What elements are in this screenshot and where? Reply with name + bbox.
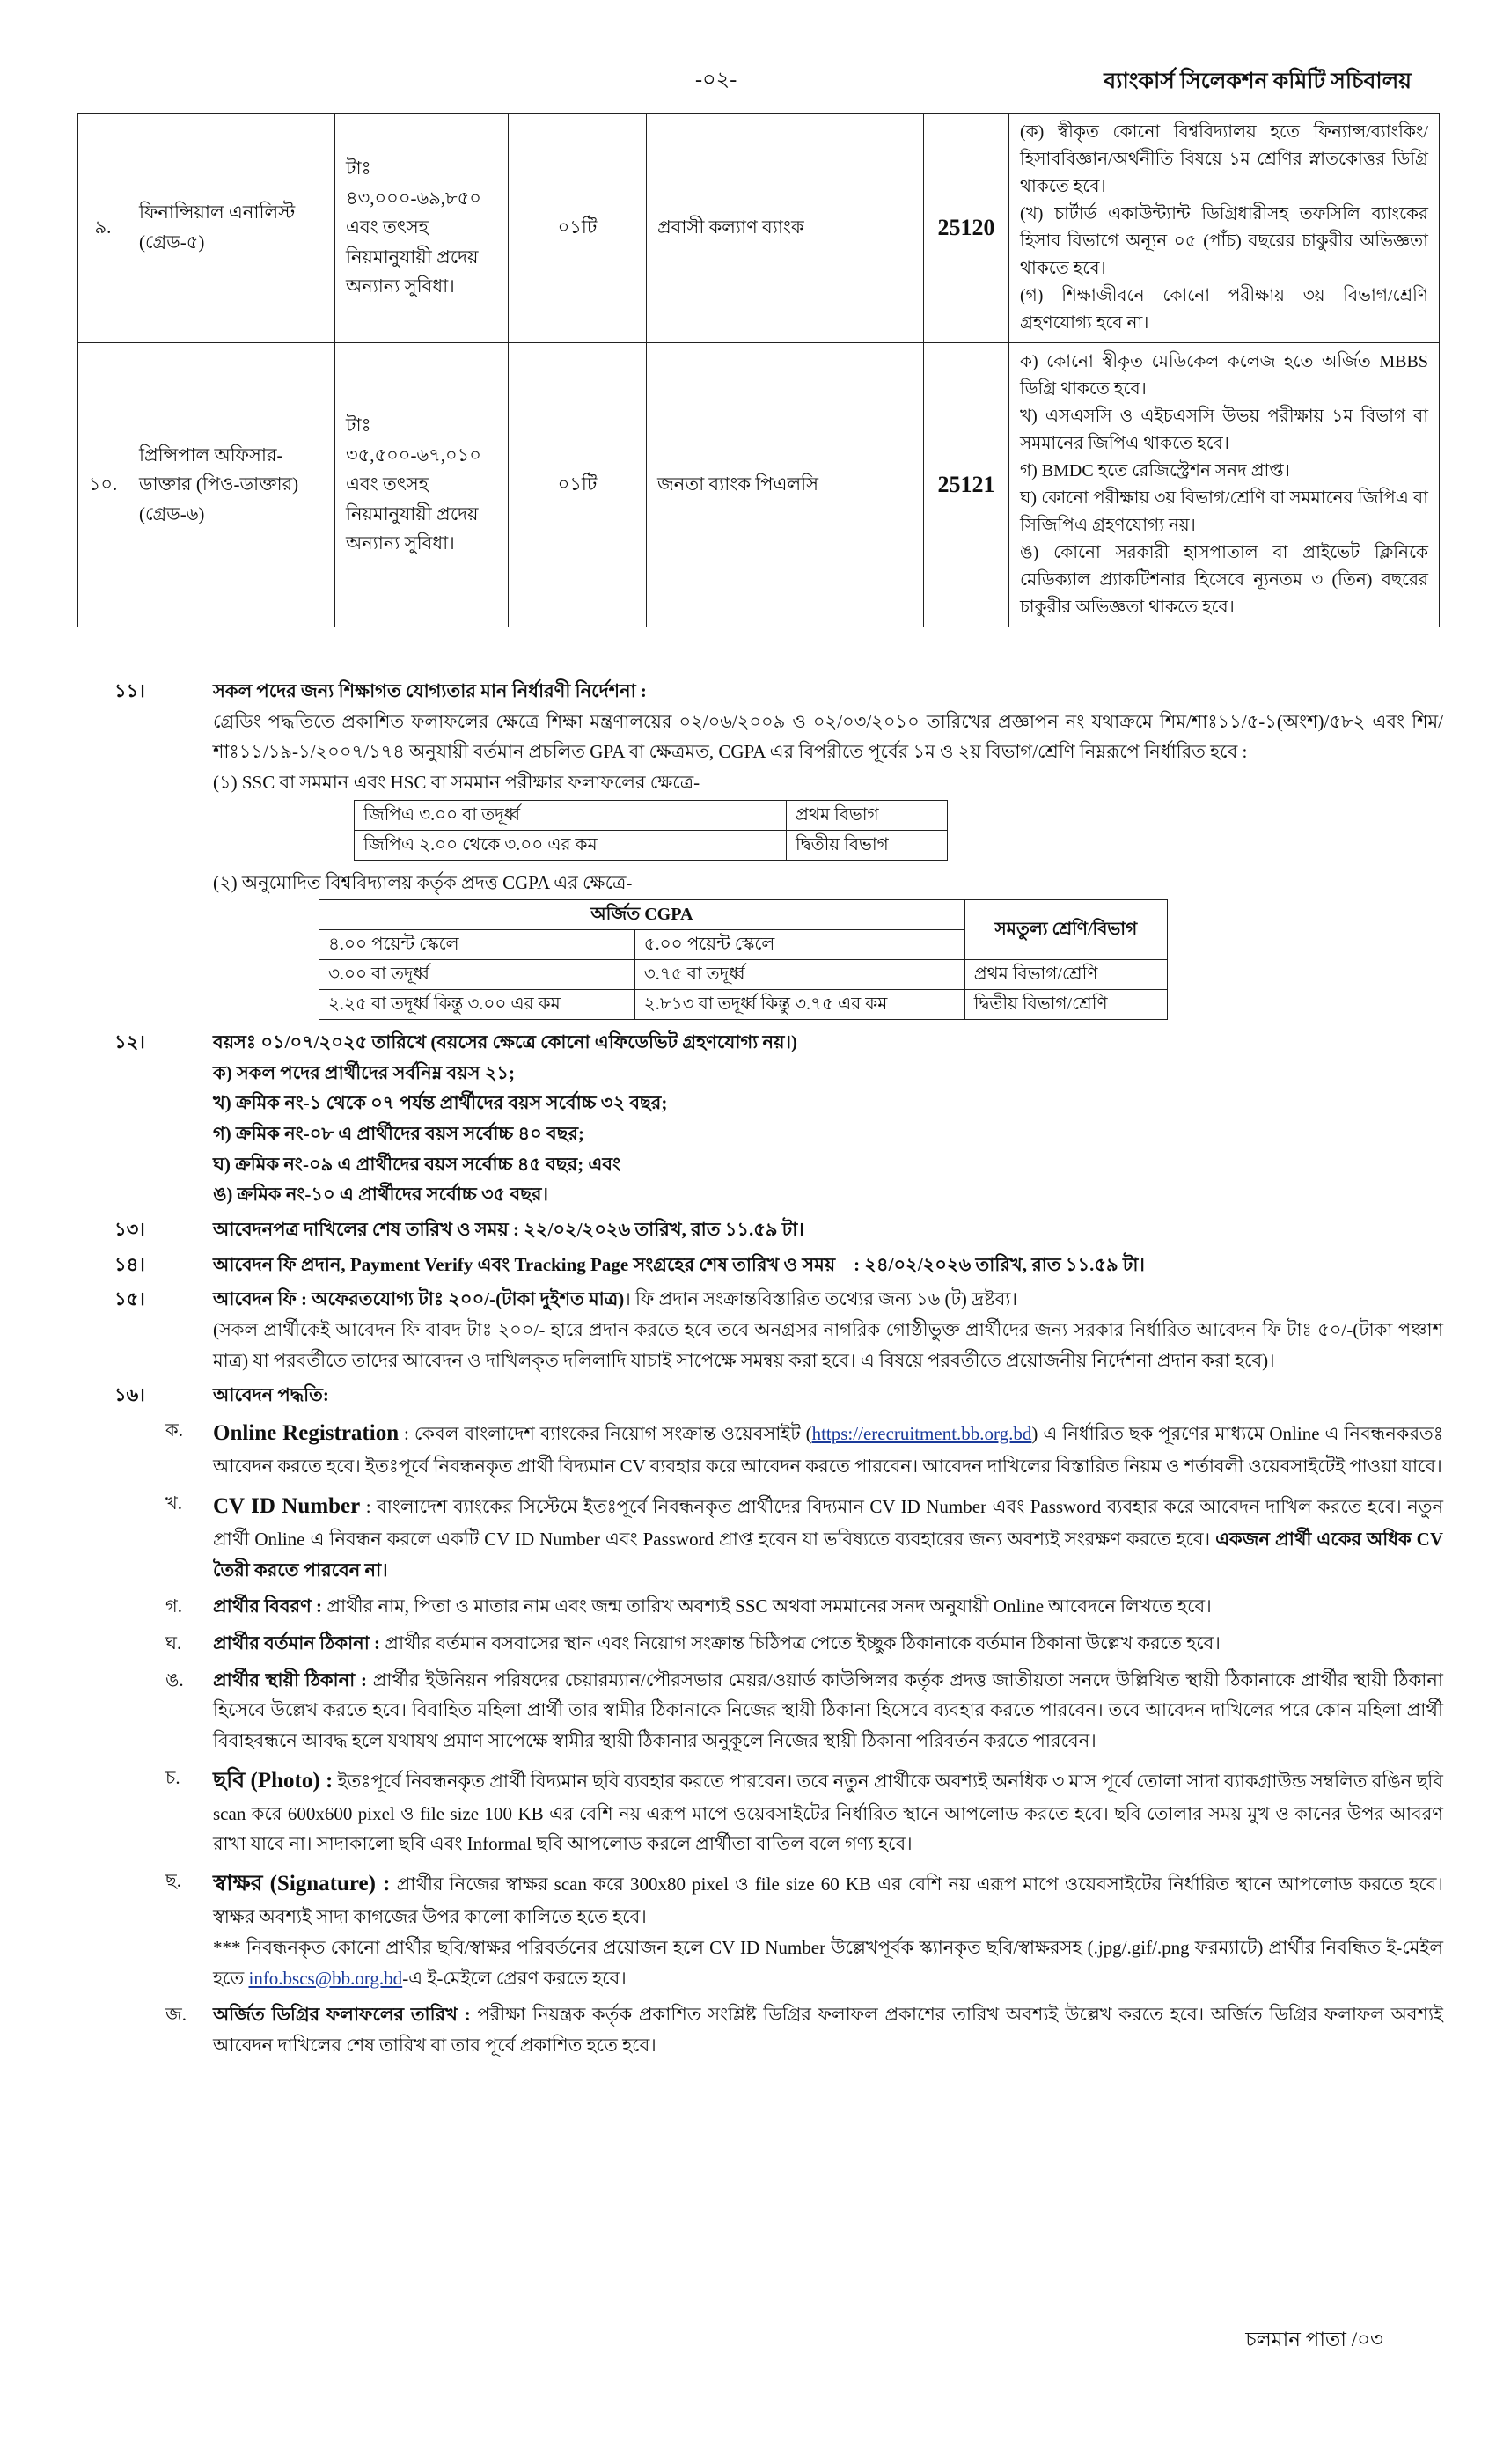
section-number: ১৩।: [114, 1219, 145, 1241]
subsection-photo: [114, 1763, 1443, 1860]
equivalent-header: সমতুল্য শ্রেণি/বিভাগ: [964, 900, 1167, 960]
subsection-label: ঙ.: [165, 1668, 184, 1690]
subsection-warning: একজন প্রার্থী একের অধিক CV তৈরী করতে পারবেন না।: [213, 1529, 1444, 1580]
subsection-text: প্রার্থীর ইউনিয়ন পরিষদের চেয়ারম্যান/পৌরসভার মেয়র/ওয়ার্ড কাউন্সিলর কর্তৃক প্রদত্ত জাতীয়তা সনদে উল্লিখিত স্থায়ী ঠিকানাকে প্রার্থীর স্থায়ী ঠিকানা হিসেবে উল্লেখ করতে হবে। বিবাহিত মহিলা প্রার্থী তার স্বামীর ঠিকানাকে নিজের স্থায়ী ঠিকানা হিসেবে ব্যবহার করতে পারবেন। তবে আবেদন দাখিলের পরে কোন মহিলা প্রার্থী বিবাহবন্ধনে আবদ্ধ হলে যথাযথ প্রমাণ সাপেক্ষে স্বামীর স্থায়ী ঠিকানার অনুকূলে নিজের স্থায়ী ঠিকানা পরিবর্তন করতে পারবেন।: [213, 1668, 1444, 1751]
section-number: ১৪।: [114, 1253, 145, 1275]
post-name-cell: প্রিন্সিপাল অফিসার-ডাক্তার (পিও-ডাক্তার) (গ্রেড-৬): [128, 343, 335, 627]
subsection-online-registration: [114, 1415, 1443, 1482]
requirement-line: খ) এসএসসি ও এইচএসসি উভয় পরীক্ষায় ১ম বিভাগ বা সমমানের জিপিএ থাকতে হবে।: [1020, 407, 1428, 453]
scale-5-cell: ৩.৭৫ বা তদূর্ধ্ব: [634, 960, 964, 990]
payment-deadline: [213, 1250, 1443, 1280]
age-rule: খ) ক্রমিক নং-১ থেকে ০৭ পর্যন্ত প্রার্থীদের বয়স সর্বোচ্চ ৩২ বছর;: [213, 1092, 668, 1114]
section-number: ১৬।: [114, 1384, 145, 1406]
section-number: ১১।: [114, 680, 145, 701]
equivalent-cell: প্রথম বিভাগ/শ্রেণি: [964, 960, 1167, 990]
age-rule: ক) সকল পদের প্রার্থীদের সর্বনিম্ন বয়স ২১;: [213, 1061, 515, 1083]
scale-4-cell: ২.২৫ বা তদূর্ধ্ব কিন্তু ৩.০০ এর কম: [319, 990, 635, 1020]
subsection-candidate-details: [114, 1591, 1443, 1622]
fee-paragraph: (সকল প্রার্থীকেই আবেদন ফি বাবদ টাঃ ২০০/- হারে প্রদান করতে হবে তবে অনগ্রসর নাগরিক গোষ্ঠীভুক্ত প্রার্থীদের জন্য সরকার নির্ধারিত আবেদন ফি টাঃ ৫০/-(টাকা পঞ্চাশ মাত্র) যা পরবর্তীতে তাদের আবেদন ও দাখিলকৃত দলিলাদি যাচাই সাপেক্ষে সমন্বয় করা হবে। এ বিষয়ে পরবর্তীতে প্রয়োজনীয় নির্দেশনা প্রদান করা হবে)।: [213, 1318, 1443, 1371]
requirement-line: ঘ) কোনো পরীক্ষায় ৩য় বিভাগ/শ্রেণি বা সমমানের জিপিএ বা সিজিপিএ গ্রহণযোগ্য নয়।: [1020, 488, 1428, 535]
subsection-signature: [114, 1866, 1443, 1993]
page-number: -০২-: [695, 69, 737, 92]
subsection-label: খ.: [165, 1492, 183, 1514]
serial-cell: ৯.: [78, 114, 128, 343]
table-header-row: [319, 900, 1168, 930]
section-12: [114, 1027, 1443, 1210]
section-number: ১৫।: [114, 1288, 145, 1310]
subsection-title: অর্জিত ডিগ্রির ফলাফলের তারিখ :: [213, 2004, 471, 2026]
requirements-cell: [1009, 114, 1440, 343]
subsection-present-address: [114, 1628, 1443, 1659]
subsection-text: ) এ নির্ধারিত ছক পূরণের মাধ্যমে Online এ নিবন্ধনকরতঃ আবেদন করতে হবে। ইতঃপূর্বে নিবন্ধনকৃত প্রার্থী বিদ্যমান CV ব্যবহার করে আবেদন করতে পারবেন। আবেদন দাখিলের বিস্তারিত নিয়ম ও শর্তাবলী ওয়েবসাইটেই পাওয়া যাবে।: [213, 1422, 1443, 1478]
section-number: ১২।: [114, 1031, 145, 1053]
section-14: [114, 1250, 1443, 1280]
note-text: -এ ই-মেইলে প্রেরণ করতে হবে।: [402, 1967, 627, 1989]
requirement-line: গ) BMDC হতে রেজিস্ট্রেশন সনদ প্রাপ্ত।: [1020, 461, 1290, 480]
grading-paragraph: গ্রেডিং পদ্ধতিতে প্রকাশিত ফলাফলের ক্ষেত্রে শিক্ষা মন্ত্রণালয়ের ০২/০৬/২০০৯ ও ০২/০৩/২০১০ তারিখের প্রজ্ঞাপন নং যথাক্রমে শিম/শাঃ১১/৫-১(অংশ)/৫৮২ এবং শিম/শাঃ১১/১৯-১/২০০৭/১৭৪ অনুযায়ী বর্তমান প্রচলিত GPA বা ক্ষেত্রমত, CGPA এর বিপরীতে পূর্বের ১ম ও ২য় বিভাগ/শ্রেণি নিম্নরূপে নির্ধারিত হবে :: [213, 710, 1443, 763]
note-text: *** নিবন্ধনকৃত কোনো প্রার্থীর ছবি/স্বাক্ষর পরিবর্তনের প্রয়োজন হলে CV ID Number উল্লেখপূর্বক স্ক্যানকৃত ছবি/স্বাক্ষরসহ (.jpg/.gif/.png ফরম্যাটে) প্রার্থীর নিবন্ধিত ই-মেইল হতে: [213, 1936, 1443, 1989]
section-title: আবেদন পদ্ধতি:: [213, 1384, 329, 1406]
table-row: [78, 114, 1440, 343]
subsection-label: চ.: [165, 1766, 180, 1788]
equivalent-cell: দ্বিতীয় বিভাগ/শ্রেণি: [964, 990, 1167, 1020]
subsection-title: প্রার্থীর বর্তমান ঠিকানা :: [213, 1632, 381, 1654]
fee-note: । ফি প্রদান সংক্রান্তবিস্তারিত তথ্যের জন্য ১৬ (ট) দ্রষ্টব্য।: [624, 1288, 1018, 1310]
scale-4-header: ৪.০০ পয়েন্ট স্কেলে: [319, 930, 635, 960]
subsection-title: ছবি (Photo) :: [213, 1768, 334, 1793]
fee-amount: আবেদন ফি : অফেরতযোগ্য টাঃ ২০০/-(টাকা দুইশত মাত্র): [213, 1288, 625, 1310]
requirements-cell: [1009, 343, 1440, 627]
subsection-permanent-address: [114, 1665, 1443, 1756]
bscs-email-link[interactable]: info.bscs@bb.org.bd: [248, 1967, 403, 1989]
table-row: [355, 830, 948, 860]
division-cell: প্রথম বিভাগ: [787, 800, 948, 830]
office-title: ব্যাংকার্স সিলেকশন কমিটি সচিবালয়: [1104, 70, 1412, 93]
payment-deadline-label: আবেদন ফি প্রদান, Payment Verify এবং Tracking Page সংগ্রহের শেষ তারিখ ও সময়: [213, 1253, 836, 1275]
scale-5-header: ৫.০০ পয়েন্ট স্কেলে: [634, 930, 964, 960]
bank-name-cell: প্রবাসী কল্যাণ ব্যাংক: [647, 114, 924, 343]
table-row: [319, 990, 1168, 1020]
ssc-hsc-caption: (১) SSC বা সমমান এবং HSC বা সমমান পরীক্ষার ফলাফলের ক্ষেত্রে-: [213, 771, 700, 793]
subsection-result-date: [114, 1999, 1443, 2060]
fee-line: [213, 1284, 1443, 1315]
gpa-cell: জিপিএ ৩.০০ বা তদূর্ধ্ব: [355, 800, 787, 830]
division-cell: দ্বিতীয় বিভাগ: [787, 830, 948, 860]
subsection-cv-id: [114, 1488, 1443, 1586]
subsection-title: প্রার্থীর স্থায়ী ঠিকানা :: [213, 1668, 367, 1690]
vacancy-count-cell: ০১টি: [509, 114, 647, 343]
pay-scale-cell: টাঃ ৪৩,০০০-৬৯,৮৫০ এবং তৎসহ নিয়মানুযায়ী প্রদেয় অন্যান্য সুবিধা।: [335, 114, 509, 343]
section-title: সকল পদের জন্য শিক্ষাগত যোগ্যতার মান নির্ধারণী নির্দেশনা :: [213, 680, 647, 701]
subsection-label: ছ.: [165, 1870, 181, 1892]
cgpa-caption: (২) অনুমোদিত বিশ্ববিদ্যালয় কর্তৃক প্রদত্ত CGPA এর ক্ষেত্রে-: [213, 871, 633, 893]
age-title: বয়সঃ ০১/০৭/২০২৫ তারিখে (বয়সের ক্ষেত্রে কোনো এফিডেভিট গ্রহণযোগ্য নয়।): [213, 1031, 797, 1053]
requirement-line: (গ) শিক্ষাজীবনে কোনো পরীক্ষায় ৩য় বিভাগ/শ্রেণি গ্রহণযোগ্য হবে না।: [1020, 286, 1428, 333]
section-13: [114, 1214, 1443, 1245]
requirement-line: (খ) চার্টার্ড একাউন্ট্যান্ট ডিগ্রিধারীসহ তফসিলি ব্যাংকের হিসাব বিভাগে অন্যূন ০৫ (পাঁচ) বছরের চাকুরীর অভিজ্ঞতা থাকতে হবে।: [1020, 204, 1428, 278]
job-table: [77, 113, 1440, 627]
payment-deadline-date: : ২৪/০২/২০২৬ তারিখ, রাত ১১.৫৯ টা।: [854, 1253, 1145, 1275]
table-row: [319, 960, 1168, 990]
vacancy-count-cell: ০১টি: [509, 343, 647, 627]
serial-cell: ১০.: [78, 343, 128, 627]
photo-change-note: [213, 1932, 1443, 1993]
subsection-label: ঘ.: [165, 1632, 182, 1654]
instructions-body: [114, 676, 1443, 2067]
age-rule: ঙ) ক্রমিক নং-১০ এ প্রার্থীদের সর্বোচ্চ ৩৫ বছর।: [213, 1184, 548, 1206]
ssc-gpa-table: [354, 800, 948, 861]
table-row: [355, 800, 948, 830]
subsection-text: : কেবল বাংলাদেশ ব্যাংকের নিয়োগ সংক্রান্ত ওয়েবসাইট (: [399, 1422, 812, 1444]
subsection-title: প্রার্থীর বিবরণ :: [213, 1595, 323, 1617]
section-16: [114, 1380, 1443, 1411]
cgpa-table: [319, 899, 1168, 1020]
subsection-text: ইতঃপূর্বে নিবন্ধনকৃত প্রার্থী বিদ্যমান ছবি ব্যবহার করতে পারবেন। তবে নতুন প্রার্থীকে অবশ্যই অনধিক ৩ মাস পূর্বে তোলা সাদা ব্যাকগ্রাউন্ড সম্বলিত রঙিন ছবি scan করে 600x600 pixel ও file size 100 KB এর বেশি নয় এরূপ মাপে ওয়েবসাইটের নির্ধারিত স্থানে আপলোড করতে হবে। ছবি তোলার সময় মুখ ও কানের উপর আবরণ রাখা যাবে না। সাদাকালো ছবি এবং Informal ছবি আপলোড করলে প্রার্থীতা বাতিল বলে গণ্য হবে।: [213, 1770, 1443, 1855]
bank-name-cell: জনতা ব্যাংক পিএলসি: [647, 343, 924, 627]
scale-5-cell: ২.৮১৩ বা তদূর্ধ্ব কিন্তু ৩.৭৫ এর কম: [634, 990, 964, 1020]
continued-page-note: চলমান পাতা /০৩: [1245, 2328, 1383, 2350]
subsection-text: প্রার্থীর বর্তমান বসবাসের স্থান এবং নিয়োগ সংক্রান্ত চিঠিপত্র পেতে ইচ্ছুক ঠিকানাকে বর্তমান ঠিকানা উল্লেখ করতে হবে।: [380, 1632, 1221, 1654]
subsection-text: : বাংলাদেশ ব্যাংকের সিস্টেমে ইতঃপূর্বে নিবন্ধনকৃত প্রার্থীদের বিদ্যমান CV ID Number এবং Password ব্যবহার করে আবেদন দাখিল করতে হবে। নতুন প্রার্থী Online এ নিবন্ধন করলে একটি CV ID Number এবং Password প্রাপ্ত হবেন যা ভবিষ্যতে ব্যবহারের জন্য অবশ্যই সংরক্ষণ করতে হবে।: [213, 1495, 1443, 1551]
subsection-label: গ.: [165, 1595, 183, 1617]
subsection-text: প্রার্থীর নাম, পিতা ও মাতার নাম এবং জন্ম তারিখ অবশ্যই SSC অথবা সমমানের সনদ অনুযায়ী Online আবেদনে লিখতে হবে।: [322, 1595, 1212, 1617]
requirement-line: (ক) স্বীকৃত কোনো বিশ্ববিদ্যালয় হতে ফিন্যান্স/ব্যাংকিং/হিসাববিজ্ঞান/অর্থনীতি বিষয়ে ১ম শ্রেণির স্নাতকোত্তর ডিগ্রি থাকতে হবে।: [1020, 122, 1428, 196]
pay-scale-cell: টাঃ ৩৫,৫০০-৬৭,০১০ এবং তৎসহ নিয়মানুযায়ী প্রদেয় অন্যান্য সুবিধা।: [335, 343, 509, 627]
subsection-title: CV ID Number: [213, 1493, 361, 1518]
post-code-cell: 25121: [924, 343, 1009, 627]
requirement-line: ক) কোনো স্বীকৃত মেডিকেল কলেজ হতে অর্জিত MBBS ডিগ্রি থাকতে হবে।: [1020, 352, 1428, 399]
application-deadline: আবেদনপত্র দাখিলের শেষ তারিখ ও সময় : ২২/০২/২০২৬ তারিখ, রাত ১১.৫৯ টা।: [213, 1219, 804, 1241]
requirement-line: ঙ) কোনো সরকারী হাসপাতাল বা প্রাইভেট ক্লিনিকে মেডিক্যাল প্র্যাকটিশনার হিসেবে ন্যূনতম ৩ (তিন) বছরের চাকুরীর অভিজ্ঞতা থাকতে হবে।: [1020, 543, 1428, 617]
gpa-cell: জিপিএ ২.০০ থেকে ৩.০০ এর কম: [355, 830, 787, 860]
recruitment-website-link[interactable]: https://erecruitment.bb.org.bd: [811, 1422, 1032, 1444]
subsection-text: প্রার্থীর নিজের স্বাক্ষর scan করে 300x80 pixel ও file size 60 KB এর বেশি নয় এরূপ মাপে ওয়েবসাইটের নির্ধারিত স্থানে আপলোড করতে হবে। স্বাক্ষর অবশ্যই সাদা কাগজের উপর কালো কালিতে হতে হবে।: [213, 1874, 1444, 1928]
subsection-label: জ.: [165, 2004, 187, 2026]
earned-cgpa-header: অর্জিত CGPA: [319, 900, 965, 930]
section-11: [114, 676, 1443, 1020]
scale-4-cell: ৩.০০ বা তদূর্ধ্ব: [319, 960, 635, 990]
section-15: [114, 1284, 1443, 1375]
table-row: [78, 343, 1440, 627]
post-code-cell: 25120: [924, 114, 1009, 343]
post-name-cell: ফিনান্সিয়াল এনালিস্ট (গ্রেড-৫): [128, 114, 335, 343]
age-rule: গ) ক্রমিক নং-০৮ এ প্রার্থীদের বয়স সর্বোচ্চ ৪০ বছর;: [213, 1123, 585, 1145]
subsection-label: ক.: [165, 1419, 183, 1441]
age-rule: ঘ) ক্রমিক নং-০৯ এ প্রার্থীদের বয়স সর্বোচ্চ ৪৫ বছর; এবং: [213, 1153, 621, 1175]
subsection-title: Online Registration: [213, 1420, 400, 1445]
subsection-title: স্বাক্ষর (Signature) :: [213, 1872, 391, 1896]
subsection-text: পরীক্ষা নিয়ন্ত্রক কর্তৃক প্রকাশিত সংশ্লিষ্ট ডিগ্রির ফলাফল প্রকাশের তারিখ অবশ্যই উল্লেখ করতে হবে। অর্জিত ডিগ্রির ফলাফল অবশ্যই আবেদন দাখিলের শেষ তারিখ বা তার পূর্বে প্রকাশিত হতে হবে।: [213, 2004, 1443, 2056]
